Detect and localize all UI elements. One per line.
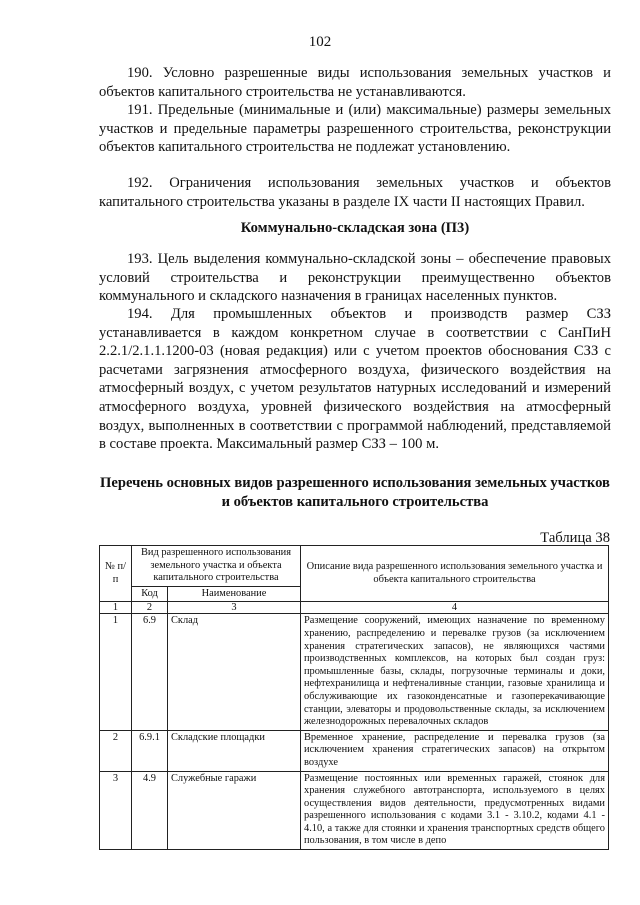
paragraph-193: 193. Цель выделения коммунально-складской зоны – обеспечение правовых условий строительства и реконструкции преимущественно объектов коммунального и складского назначения в границах населенных пунктов. bbox=[99, 251, 611, 305]
index-cell: 4 bbox=[301, 602, 609, 614]
header-code: Код bbox=[132, 586, 168, 602]
permitted-use-table bbox=[99, 545, 609, 850]
index-cell: 1 bbox=[100, 602, 132, 614]
page-number: 102 bbox=[308, 34, 332, 50]
table-index-row bbox=[100, 602, 609, 614]
index-cell: 3 bbox=[168, 602, 301, 614]
paragraph-191: 191. Предельные (минимальные и (или) максимальные) размеры земельных участков и предельные параметры разрешенного строительства, реконструкции объектов капитального строительства не подлежат установлению. bbox=[99, 102, 611, 156]
header-num: № п/п bbox=[100, 546, 132, 602]
paragraph-192: 192. Ограничения использования земельных участков и объектов капитального строительства указаны в разделе IX части II настоящих Правил. bbox=[99, 175, 611, 210]
table-row bbox=[100, 730, 609, 771]
paragraph-190: 190. Условно разрешенные виды использования земельных участков и объектов капитального строительства не устанавливаются. bbox=[99, 65, 611, 100]
row-code: 4.9 bbox=[132, 771, 168, 850]
table-row bbox=[100, 771, 609, 850]
zone-heading: Коммунально-складская зона (П3) bbox=[240, 220, 470, 236]
list-heading: Перечень основных видов разрешенного использования земельных участков и объектов капитального строительства bbox=[100, 475, 610, 510]
index-cell: 2 bbox=[132, 602, 168, 614]
row-description: Размещение сооружений, имеющих назначение по временному хранению, распределению и перевалке грузов (за исключением хранения стратегических запасов), не являющихся частями производственных комплексов, на которых был создан груз: промышленные базы, склады, погрузочные терминалы и доки, нефтехранилища и нефтеналивные станции, газовые хранилища и обслуживающие их газоконденсатные и газоперекачивающие станции, элеваторы и продовольственные склады, за исключением железнодорожных перевалочных складов bbox=[301, 614, 609, 730]
row-name: Складские площадки bbox=[168, 730, 301, 771]
paragraph-194: 194. Для промышленных объектов и производств размер СЗЗ устанавливается в каждом конкретном случае в соответствии с СанПиН 2.2.1/2.1.1.1200-03 (новая редакция) или с учетом проектов обоснования СЗЗ с расчетами загрязнения атмосферного воздуха, физического воздействия на атмосферный воздух, с учетом результатов натурных исследований и измерений атмосферного воздуха, уровней физического воздействия на атмосферный воздух, выполненных в соответствии с программой наблюдений, представляемой в составе проекта. Максимальный размер СЗЗ – 100 м. bbox=[99, 306, 611, 453]
row-description: Временное хранение, распределение и перевалка грузов (за исключением хранения стратегических запасов) на открытом воздухе bbox=[301, 730, 609, 771]
table-label: Таблица 38 bbox=[540, 530, 610, 546]
row-code: 6.9 bbox=[132, 614, 168, 730]
header-name: Наименование bbox=[168, 586, 301, 602]
row-name: Служебные гаражи bbox=[168, 771, 301, 850]
row-description: Размещение постоянных или временных гаражей, стоянок для хранения служебного автотранспорта, используемого в целях осуществления видов деятельности, предусмотренных видами разрешенного использования с кодами 3.1 - 3.10.2, кодами 4.1 - 4.10, а также для стоянки и хранения транспортных средств общего пользования, в том числе в депо bbox=[301, 771, 609, 850]
header-type-group: Вид разрешенного использования земельного участка и объекта капитального строительства bbox=[132, 546, 301, 587]
row-num: 2 bbox=[100, 730, 132, 771]
row-code: 6.9.1 bbox=[132, 730, 168, 771]
row-name: Склад bbox=[168, 614, 301, 730]
header-description: Описание вида разрешенного использования земельного участка и объекта капитального строительства bbox=[301, 546, 609, 602]
table-row bbox=[100, 614, 609, 730]
row-num: 1 bbox=[100, 614, 132, 730]
row-num: 3 bbox=[100, 771, 132, 850]
